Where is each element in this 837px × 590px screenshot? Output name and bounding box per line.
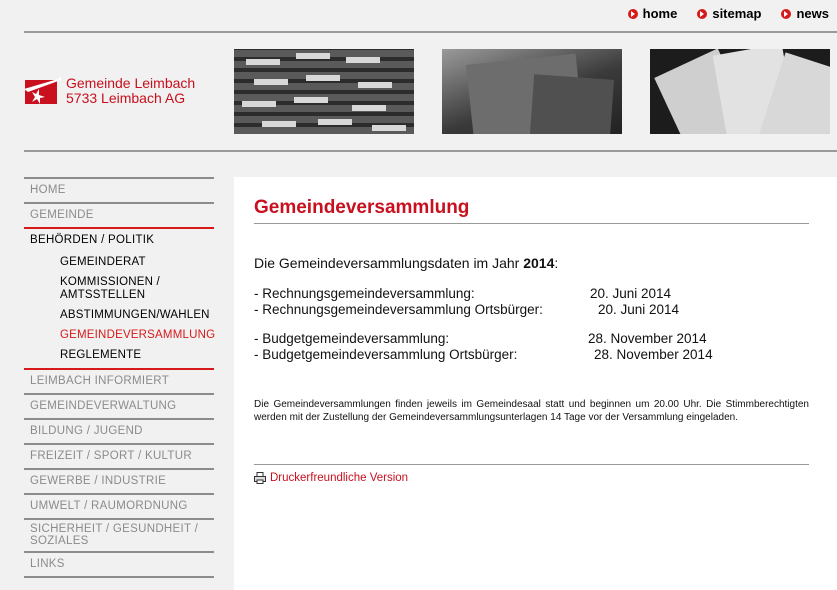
date-row — [254, 286, 672, 301]
sidebar-subitem-abstimmungen[interactable]: ABSTIMMUNGEN/WAHLEN — [60, 309, 210, 321]
print-version-label: Druckerfreundliche Version — [270, 472, 409, 484]
date-row-date: 28. November 2014 — [588, 331, 707, 346]
arrow-bullet-icon — [628, 9, 638, 19]
sidebar-item-bildung-jugend[interactable]: BILDUNG / JUGEND — [24, 420, 214, 445]
header-divider-top — [24, 31, 837, 33]
header-photo-documents — [442, 49, 622, 134]
date-row-date: 28. November 2014 — [594, 347, 713, 362]
header-divider-bottom — [24, 150, 837, 152]
sidebar-item-gemeinde[interactable]: GEMEINDE — [30, 209, 94, 221]
date-row-label: - Budgetgemeindeversammlung Ortsbürger: — [254, 347, 518, 362]
home-link-label: home — [642, 6, 678, 21]
intro-label: Die Gemeindeversammlungsdaten im Jahr — [254, 255, 524, 271]
sidebar-item-home[interactable]: HOME — [24, 177, 214, 204]
sidebar-item-leimbach-informiert[interactable]: LEIMBACH INFORMIERT — [24, 370, 214, 395]
printer-icon — [254, 472, 266, 484]
news-link[interactable] — [781, 6, 829, 21]
print-version-link[interactable] — [254, 472, 408, 484]
date-row-date: 20. Juni 2014 — [598, 302, 680, 317]
sidebar-subitem-gemeinderat[interactable]: GEMEINDERAT — [60, 256, 146, 268]
logo-subtitle: 5733 Leimbach AG — [66, 90, 186, 106]
main-content — [234, 177, 837, 590]
date-row-date: 20. Juni 2014 — [590, 286, 672, 301]
title-divider — [254, 223, 809, 224]
sidebar-navigation — [24, 177, 214, 578]
sidebar-item-links[interactable]: LINKS — [24, 553, 214, 578]
header-photo-nameplates — [234, 49, 414, 134]
intro-year: 2014 — [523, 255, 555, 271]
date-row-label: - Budgetgemeindeversammlung: — [254, 331, 450, 346]
intro-text — [254, 255, 558, 271]
sidebar-item-gemeindeverwaltung[interactable]: GEMEINDEVERWALTUNG — [24, 395, 214, 420]
arrow-bullet-icon — [781, 9, 791, 19]
header-photo-booklets — [650, 49, 830, 134]
page-title: Gemeindeversammlung — [254, 197, 470, 218]
sitemap-link-label: sitemap — [712, 6, 762, 21]
logo-title: Gemeinde Leimbach — [66, 75, 196, 91]
sidebar-item-sicherheit[interactable]: SICHERHEIT / GESUNDHEIT / SOZIALES — [24, 520, 214, 553]
info-paragraph: Die Gemeindeversammlungen finden jeweils im Gemeindesaal statt und beginnen um 20.00 Uhr. Die Stimmberechtigten werden mit der Zustellung der Gemeindeversammlungsunterlagen 14 Tage vor der Versammlung eingeladen. — [254, 399, 809, 423]
sitemap-link[interactable] — [697, 6, 761, 21]
arrow-bullet-icon — [697, 9, 707, 19]
top-navigation — [628, 6, 829, 21]
date-row — [254, 331, 707, 346]
date-row-label: - Rechnungsgemeindeversammlung: — [254, 286, 475, 301]
sidebar-item-freizeit[interactable]: FREIZEIT / SPORT / KULTUR — [24, 445, 214, 470]
home-link[interactable] — [628, 6, 678, 21]
date-row — [254, 347, 713, 362]
date-row — [254, 302, 680, 317]
sidebar-subitem-reglemente[interactable]: REGLEMENTE — [60, 349, 142, 361]
coat-of-arms-icon — [24, 75, 62, 107]
intro-suffix: : — [554, 255, 559, 271]
sidebar-subitem-gemeindeversammlung[interactable]: GEMEINDEVERSAMMLUNG — [60, 329, 216, 341]
footer-divider — [254, 464, 809, 465]
site-logo[interactable] — [24, 75, 195, 107]
sidebar-item-gewerbe[interactable]: GEWERBE / INDUSTRIE — [24, 470, 214, 495]
sidebar-subitem-kommissionen[interactable]: KOMMISSIONEN / AMTSSTELLEN — [60, 276, 160, 301]
date-row-label: - Rechnungsgemeindeversammlung Ortsbürger: — [254, 302, 543, 317]
sidebar-item-umwelt[interactable]: UMWELT / RAUMORDNUNG — [24, 495, 214, 520]
news-link-label: news — [796, 6, 829, 21]
sidebar-submenu — [24, 252, 214, 370]
sidebar-item-behoerden-politik[interactable]: BEHÖRDEN / POLITIK — [24, 227, 214, 252]
